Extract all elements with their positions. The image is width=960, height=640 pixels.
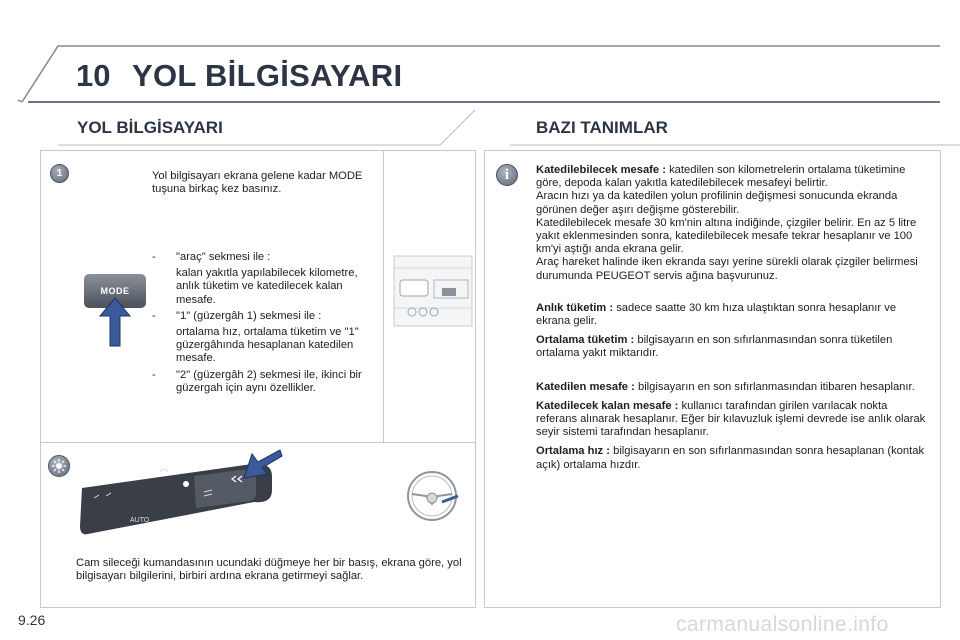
mode-button: MODE [84, 274, 146, 308]
definition-item [536, 334, 928, 360]
left-section-heading: YOL BİLGİSAYARI [77, 118, 223, 137]
step-1-badge: 1 [50, 164, 69, 183]
definition-term: Anlık tüketim : [536, 301, 614, 314]
right-section-heading: BAZI TANIMLAR [536, 118, 668, 137]
intro-text: Yol bilgisayarı ekrana gelene kadar MODE tuşuna birkaç kez basınız. [152, 170, 363, 196]
list-item [152, 251, 374, 307]
stalk-auto-label: AUTO [130, 517, 150, 524]
definition-extra: Katedilebilecek mesafe 30 km'nin altına indiğinde, çizgiler belirir. En az 5 litre yakıt eklenmesinden sonra, katedilebilecek mesafe tekrar hesaplanır ve 100 km'yi aştığı anda ekrana gelir. [536, 216, 917, 256]
left-heading-frame [0, 100, 480, 150]
definition-term: Ortalama tüketim : [536, 334, 635, 347]
chapter-title: YOL BİLGİSAYARI [132, 58, 403, 93]
mode-items-list [152, 251, 374, 395]
definition-extra: Aracın hızı ya da katedilen yolun profilinin değişmesi sonucunda ekranda görünen değer aşırı değişme gösterebilir. [536, 190, 898, 216]
definition-term: Katedilen mesafe : [536, 380, 635, 393]
left-panel-vdivider [383, 150, 384, 442]
definition-item [536, 445, 928, 471]
definition-text: sadece saatte 30 km hıza ulaştıktan sonra hesaplanır ve ekrana gelir. [536, 301, 897, 328]
definition-item [536, 400, 928, 440]
sun-icon [51, 458, 67, 474]
list-item-title: "1" (güzergâh 1) sekmesi ile : [176, 309, 322, 322]
list-item-desc: ortalama hız, ortalama tüketim ve "1" güzergâhında hesaplanan katedilen mesafe. [176, 326, 359, 365]
definition-text: bilgisayarın en son sıfırlanmasından sonra tüketilen ortalama yakıt miktarıdır. [536, 334, 893, 360]
chapter-number: 10 [76, 58, 111, 93]
definitions-block [536, 164, 928, 472]
definition-term: Katedilebilecek mesafe : [536, 164, 666, 176]
list-dash: - [152, 368, 156, 381]
definition-item [536, 381, 928, 394]
definition-text: bilgisayarın en son sıfırlanmasından sonra hesaplanan (kontak açık) ortalama hızdır. [536, 445, 925, 471]
definition-text: kullanıcı tarafından girilen varılacak nokta referans alınarak hesaplanır. Eğer bir kılavuzluk işlemi devrede ise anlık olarak seyir sistemi tarafından hesaplanır. [536, 399, 926, 439]
lighting-badge [48, 455, 70, 477]
press-arrow-icon [98, 296, 132, 348]
list-dash: - [152, 251, 156, 263]
list-dash: - [152, 309, 156, 322]
dashboard-illustration [390, 250, 474, 330]
left-panel-divider [40, 442, 476, 443]
press-arrow-diagonal-icon [242, 448, 284, 482]
watermark: carmanualsonline.info [676, 613, 889, 636]
page-number: 9.26 [18, 612, 46, 628]
list-item [152, 369, 374, 395]
list-item [152, 310, 374, 366]
definition-term: Katedilecek kalan mesafe : [536, 399, 679, 412]
mode-button-illustration [80, 270, 150, 350]
definition-item [536, 302, 928, 328]
stalk-instruction-text: Cam sileceği kumandasının ucundaki düğmeye her bir basış, ekrana göre, yol bilgisayarı bilgilerini, birbiri ardına ekrana getirmeyi sağlar. [76, 557, 462, 583]
definition-item [536, 164, 928, 283]
steering-wheel-icon [404, 468, 460, 524]
list-item-title: "araç" sekmesi ile : [176, 251, 271, 263]
definition-extra: Araç hareket halinde iken ekranda sayı yerine sürekli olarak çizgiler belirmesi durumunda PEUGEOT servis ağına başvurunuz. [536, 256, 918, 282]
definition-term: Ortalama hız : [536, 445, 610, 458]
info-icon: i [496, 164, 518, 186]
definition-text: bilgisayarın en son sıfırlanmasından itibaren hesaplanır. [637, 380, 915, 393]
list-item-desc: kalan yakıtla yapılabilecek kilometre, anlık tüketim ve katedilecek kalan mesafe. [176, 267, 358, 306]
definition-text: katedilen son kilometrelerin ortalama tüketimine göre, depoda kalan yakıtla katedilebilecek mesafeyi belirtir. [536, 164, 906, 190]
list-item-title: "2" (güzergâh 2) sekmesi ile, ikinci bir güzergah için aynı özellikler. [176, 368, 362, 394]
